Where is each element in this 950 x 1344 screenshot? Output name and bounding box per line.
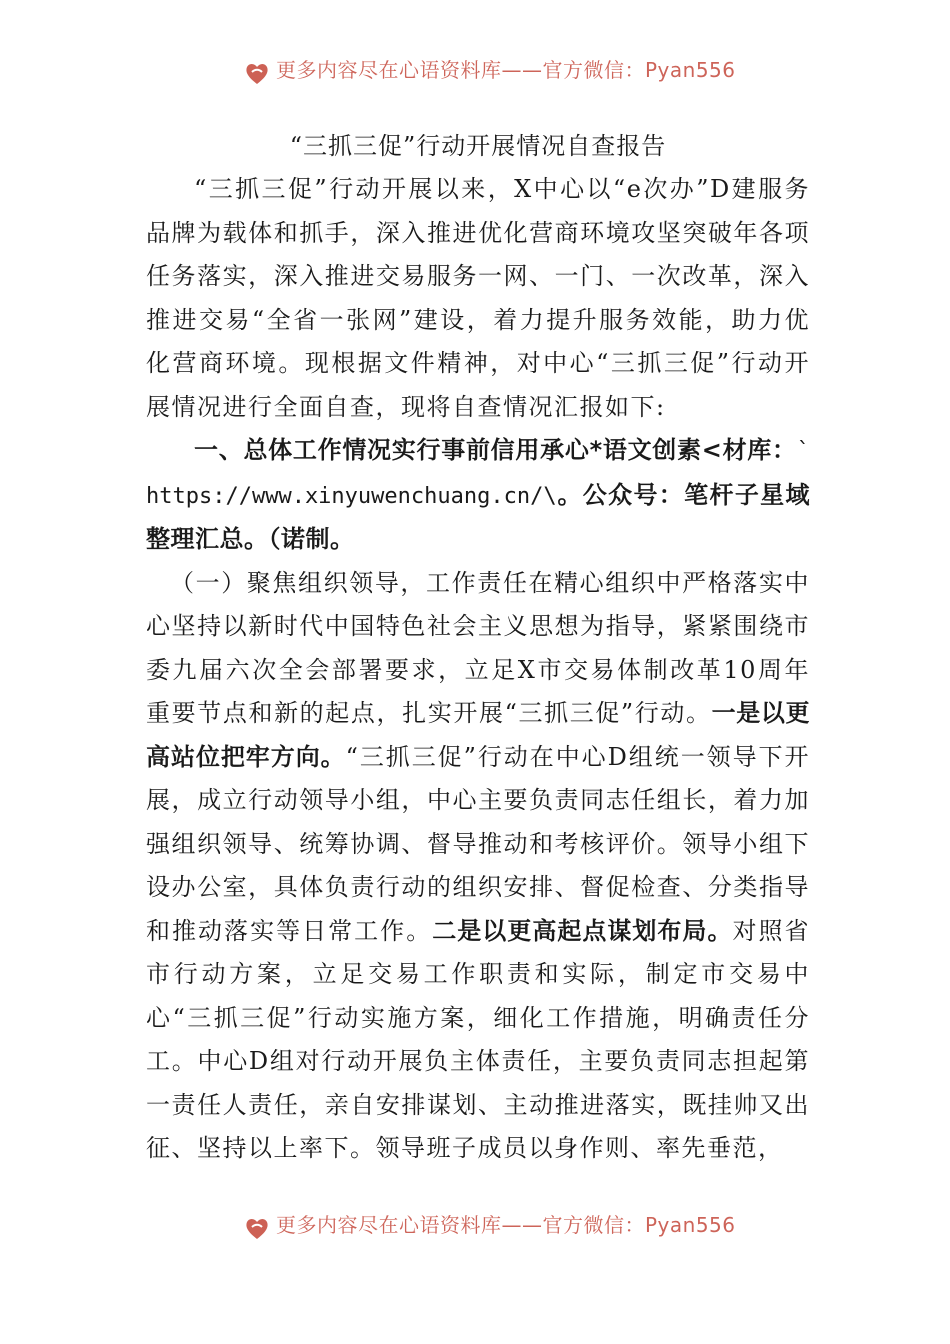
section-heading-1-a: 一、总体工作情况实行事前信用承心*语文创素<材库：: [194, 436, 797, 464]
watermark-top: [0, 52, 950, 88]
subsection-lead: （一）聚焦组织领导，工作责任在精心组织中严格落实中心坚持以新时代中国特色社会主义思想为指导，紧紧围绕市委九届六次全会部署要求，立足X市交易体制改革10周年重要节点和新的起点，扎实开展“三抓三促”行动。: [146, 568, 810, 727]
document-title: “三抓三促”行动开展情况自查报告: [289, 132, 667, 160]
intro-paragraph: “三抓三促”行动开展以来，X中心以“e次办”D建服务品牌为载体和抓手，深入推进优化营商环境攻坚突破年各项任务落实，深入推进交易服务一网、一门、一次改革，深入推进交易“全省一张网”建设，着力提升服务效能，助力优化营商环境。现根据文件精神，对中心“三抓三促”行动开展情况进行全面自查，现将自查情况汇报如下:: [146, 175, 810, 421]
point-1-text: “三抓三促”行动在中心D组统一领导下开展，成立行动领导小组，中心主要负责同志任组长，着力加强组织领导、统筹协调、督导推动和考核评价。领导小组下设办公室，具体负责行动的组织安排、督促检查、分类指导和推动落实等日常工作。: [146, 742, 811, 945]
subsection-paragraph-1: [146, 562, 810, 1171]
point-1-heading: 一是以更高站位把牢方向。: [146, 699, 810, 771]
watermark-text: 更多内容尽在心语资料库——官方微信：Pyan556: [276, 58, 736, 82]
heart-logo-icon: [242, 1213, 272, 1243]
document-body: [146, 126, 810, 1171]
watermark-bottom: [0, 1207, 950, 1243]
watermark-text: 更多内容尽在心语资料库——官方微信：Pyan556: [276, 1213, 736, 1237]
point-2-heading: 二是以更高起点谋划布局。: [432, 916, 733, 945]
section-heading-1: [146, 429, 810, 562]
point-2-text: 对照省市行动方案，立足交易工作职责和实际，制定市交易中心“三抓三促”行动实施方案，细化工作措施，明确责任分工。中心D组对行动开展负主体责任，主要负责同志担起第一责任人责任，亲自安排谋划、主动推进落实，既挂帅又出征、坚持以上率下。领导班子成员以身作则、率先垂范，: [146, 916, 811, 1162]
section-heading-1-b: 。公众号：笔杆子星域整理汇总。（诺制。: [146, 480, 810, 553]
heart-logo-icon: [242, 58, 272, 88]
section-heading-1-url: `https://www.xinyuwenchuang.cn/\: [146, 439, 810, 509]
